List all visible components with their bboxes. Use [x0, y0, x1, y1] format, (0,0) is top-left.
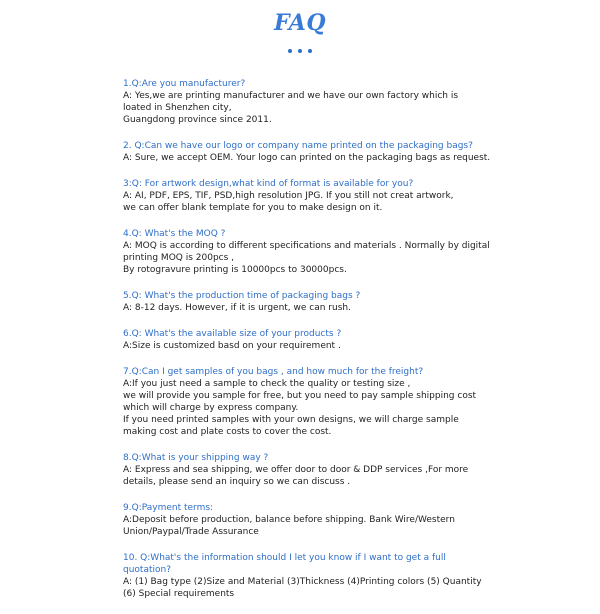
faq-item [123, 78, 483, 126]
faq-answer-line: A: AI, PDF, EPS, TIF, PSD,high resolution JPG. If you still not creat artwork, [123, 191, 454, 201]
faq-item [123, 502, 483, 538]
dot-icon [288, 49, 292, 53]
faq-item [123, 552, 483, 600]
faq-answer-line: which will charge by express company. [123, 403, 299, 413]
faq-question: 1.Q:Are you manufacturer? [123, 79, 246, 89]
faq-answer-line: If you need printed samples with your own designs, we will charge sample [123, 415, 459, 425]
faq-answer-line: details, please send an inquiry so we can discuss . [123, 477, 351, 487]
faq-answer-line: A:Deposit before production, balance before shipping. Bank Wire/Western [123, 515, 455, 525]
faq-question: 2. Q:Can we have our logo or company name printed on the packaging bags? [123, 141, 473, 151]
faq-answer-line: A:Size is customized basd on your requirement . [123, 341, 341, 351]
dot-icon [298, 49, 302, 53]
faq-answer-line: A: 8-12 days. However, if it is urgent, we can rush. [123, 303, 351, 313]
faq-list [123, 78, 491, 614]
faq-item [123, 140, 491, 164]
page-title: FAQ [273, 10, 327, 36]
faq-answer-line: making cost and plate costs to cover the cost. [123, 427, 332, 437]
faq-question: 6.Q: What's the available size of your products ? [123, 329, 342, 339]
faq-answer-line: A:If you just need a sample to check the quality or testing size , [123, 379, 411, 389]
title-dots-divider [0, 49, 600, 53]
faq-answer-line: A: Sure, we accept OEM. Your logo can printed on the packaging bags as request. [123, 153, 491, 163]
faq-item [123, 290, 483, 314]
faq-item [123, 452, 483, 488]
faq-question: quotation? [123, 565, 171, 575]
faq-question: 3:Q: For artwork design,what kind of format is available for you? [123, 179, 414, 189]
faq-answer-line: Guangdong province since 2011. [123, 115, 272, 125]
faq-question: 4.Q: What's the MOQ ? [123, 229, 226, 239]
faq-question: 9.Q:Payment terms: [123, 503, 214, 513]
faq-question: 8.Q:What is your shipping way ? [123, 453, 269, 463]
faq-answer-line: By rotogravure printing is 10000pcs to 30000pcs. [123, 265, 347, 275]
faq-answer-line: A: Yes,we are printing manufacturer and we have our own factory which is [123, 91, 459, 101]
faq-answer-line: loated in Shenzhen city, [123, 103, 232, 113]
faq-answer-line: we will provide you sample for free, but you need to pay sample shipping cost [123, 391, 477, 401]
faq-answer-line: we can offer blank template for you to make design on it. [123, 203, 383, 213]
faq-question: 7.Q:Can I get samples of you bags , and how much for the freight? [123, 367, 424, 377]
faq-answer-line: A: Express and sea shipping, we offer door to door & DDP services ,For more [123, 465, 469, 475]
faq-item [123, 366, 483, 438]
dot-icon [308, 49, 312, 53]
faq-question: 10. Q:What's the information should I let you know if I want to get a full [123, 553, 446, 563]
faq-item [123, 328, 483, 352]
faq-answer-line: printing MOQ is 200pcs , [123, 253, 235, 263]
faq-answer-line: A: (1) Bag type (2)Size and Material (3)Thickness (4)Printing colors (5) Quantity [123, 577, 482, 587]
faq-answer-line: A: MOQ is according to different specifications and materials . Normally by digital [123, 241, 490, 251]
faq-question: 5.Q: What's the production time of packaging bags ? [123, 291, 361, 301]
faq-item [123, 228, 490, 276]
faq-item [123, 178, 483, 214]
faq-answer-line: (6) Special requirements [123, 589, 235, 599]
faq-answer-line: Union/Paypal/Trade Assurance [123, 527, 259, 537]
